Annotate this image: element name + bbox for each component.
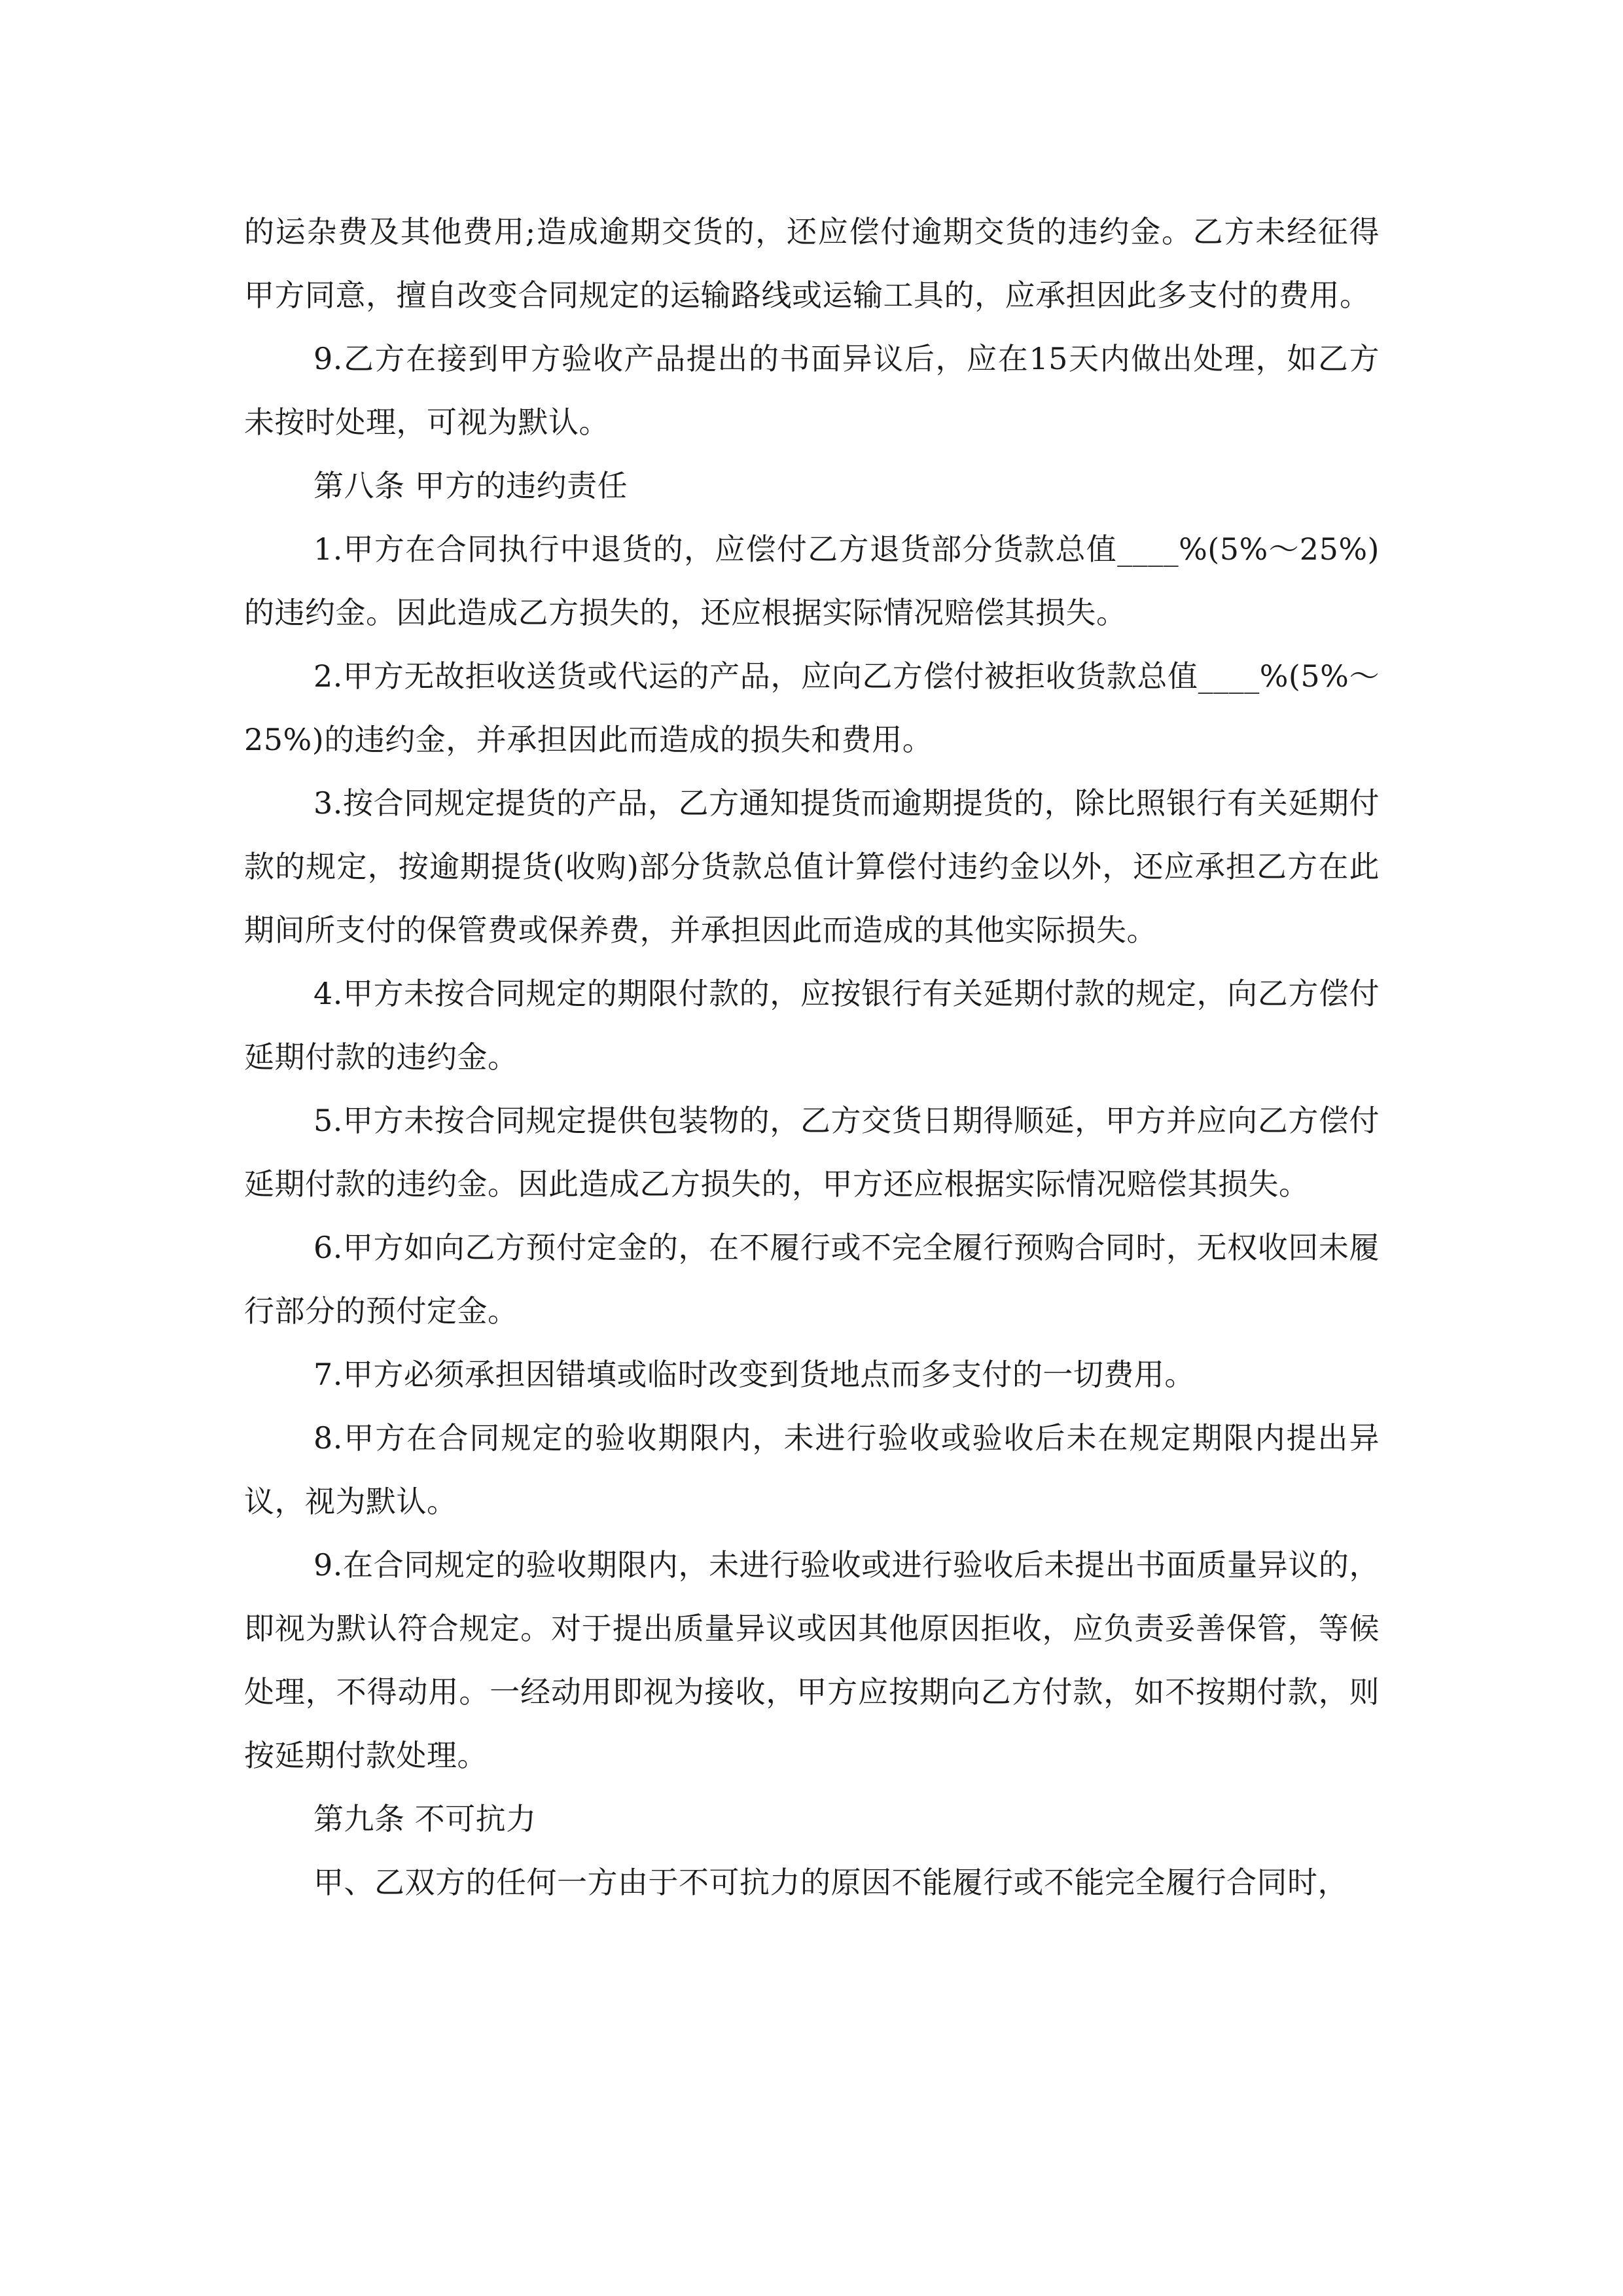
document-page xyxy=(244,200,1380,1914)
paragraph-item-5: 5.甲方未按合同规定提供包装物的，乙方交货日期得顺延，甲方并应向乙方偿付延期付款的违约金。因此造成乙方损失的，甲方还应根据实际情况赔偿其损失。 xyxy=(244,1103,1380,1202)
paragraph-continuation: 的运杂费及其他费用;造成逾期交货的，还应偿付逾期交货的违约金。乙方未经征得甲方同意，擅自改变合同规定的运输路线或运输工具的，应承担因此多支付的费用。 xyxy=(244,214,1380,313)
paragraph-item-2: 2.甲方无故拒收送货或代运的产品，应向乙方偿付被拒收货款总值____%(5%～25%)的违约金，并承担因此而造成的损失和费用。 xyxy=(244,658,1380,757)
section-heading-article-9: 第九条 不可抗力 xyxy=(313,1801,537,1837)
paragraph-item-3: 3.按合同规定提货的产品，乙方通知提货而逾期提货的，除比照银行有关延期付款的规定，按逾期提货(收购)部分货款总值计算偿付违约金以外，还应承担乙方在此期间所支付的保管费或保养费，并承担因此而造成的其他实际损失。 xyxy=(244,785,1380,948)
paragraph-item-9: 9.乙方在接到甲方验收产品提出的书面异议后，应在15天内做出处理，如乙方未按时处理，可视为默认。 xyxy=(244,341,1380,440)
paragraph-item-4: 4.甲方未按合同规定的期限付款的，应按银行有关延期付款的规定，向乙方偿付延期付款的违约金。 xyxy=(244,976,1380,1075)
paragraph-item-1: 1.甲方在合同执行中退货的，应偿付乙方退货部分货款总值____%(5%～25%)的违约金。因此造成乙方损失的，还应根据实际情况赔偿其损失。 xyxy=(244,531,1380,630)
paragraph-item-9-b: 9.在合同规定的验收期限内，未进行验收或进行验收后未提出书面质量异议的，即视为默认符合规定。对于提出质量异议或因其他原因拒收，应负责妥善保管，等候处理，不得动用。一经动用即视为接收，甲方应按期向乙方付款，如不按期付款，则按延期付款处理。 xyxy=(244,1547,1380,1773)
paragraph-item-7: 7.甲方必须承担因错填或临时改变到货地点而多支付的一切费用。 xyxy=(313,1357,1195,1392)
paragraph-item-6: 6.甲方如向乙方预付定金的，在不履行或不完全履行预购合同时，无权收回未履行部分的预付定金。 xyxy=(244,1230,1380,1329)
paragraph-item-8: 8.甲方在合同规定的验收期限内，未进行验收或验收后未在规定期限内提出异议，视为默认。 xyxy=(244,1420,1380,1519)
section-heading-article-8: 第八条 甲方的违约责任 xyxy=(313,468,628,503)
paragraph-force-majeure: 甲、乙双方的任何一方由于不可抗力的原因不能履行或不能完全履行合同时， xyxy=(313,1865,1348,1900)
